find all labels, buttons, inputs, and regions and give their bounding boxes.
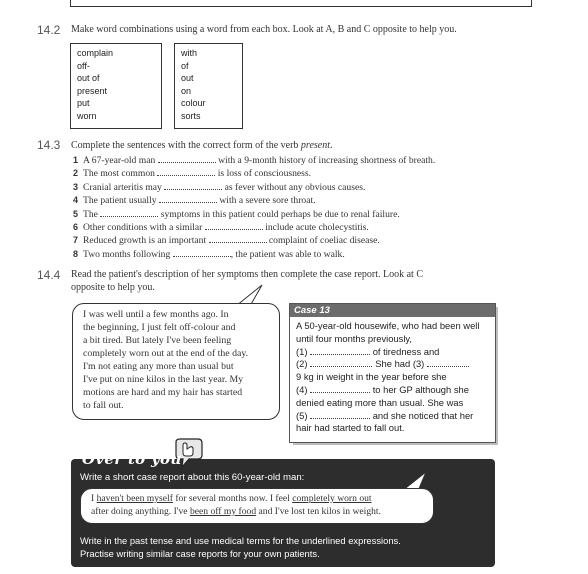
over-to-you-footer <box>80 535 401 560</box>
case-gap-label: (2) <box>296 358 308 370</box>
sentence-after: complaint of coeliac disease. <box>268 235 380 247</box>
quote-text: and I've lost ten kilos in weight. <box>256 506 381 517</box>
sentence <box>73 167 435 180</box>
instruction-line: opposite to help you. <box>71 282 155 293</box>
case-report-card <box>289 303 496 443</box>
sentence-before: Reduced growth is an important <box>83 235 207 247</box>
case-blank[interactable] <box>310 384 370 393</box>
sentence-number: 5 <box>73 208 79 219</box>
case-gap-label: (1) <box>296 345 308 357</box>
man-quote-line <box>91 492 433 505</box>
quote-line: a bit tired. But lately I've been feeling <box>83 335 232 346</box>
exercise-number-14-3: 14.3 <box>37 138 61 152</box>
instruction-line: Read the patient's description of her symptoms then complete the case report. Look at C <box>71 269 423 280</box>
word-item: out of <box>77 73 100 84</box>
man-quote-bubble <box>80 488 434 524</box>
case-line-text: 9 kg in weight in the year before she <box>296 371 447 383</box>
case-line-text: denied eating more than usual. She was <box>296 396 464 408</box>
case-line <box>296 371 495 384</box>
patient-quote <box>73 304 279 412</box>
sentence <box>73 248 435 261</box>
quote-line: I've put on nine kilos in the last year. My <box>83 374 244 385</box>
exercise-14-2-instruction: Make word combinations using a word from each box. Look at A, B and C opposite to help you. <box>71 24 457 35</box>
underlined-expression: completely worn out <box>292 493 372 504</box>
case-report-text <box>290 317 495 435</box>
case-line <box>296 320 495 333</box>
case-line <box>296 346 495 359</box>
over-to-you-title: Over to you <box>82 450 182 468</box>
sentence <box>73 234 435 247</box>
sentence-before: A 67-year-old man <box>83 155 156 166</box>
sentence <box>73 221 435 234</box>
word-list-a <box>71 44 161 123</box>
sentence-after: is loss of consciousness. <box>217 168 312 180</box>
case-blank[interactable] <box>427 358 469 367</box>
case-line <box>296 358 495 371</box>
quote-line: I was well until a few months ago. In <box>83 309 229 320</box>
answer-blank[interactable] <box>205 221 263 230</box>
sentence-before: Two months following <box>83 248 171 260</box>
case-line <box>296 333 495 346</box>
sentence <box>73 154 435 167</box>
sentence-before: The <box>83 208 98 220</box>
instruction-text: Complete the sentences with the correct form of the verb <box>71 140 301 151</box>
answer-blank[interactable] <box>157 167 215 176</box>
case-line-text: to her GP although she <box>372 383 469 395</box>
sentence-before: The most common <box>83 168 155 180</box>
word-item: on <box>181 85 192 96</box>
sentence-number: 4 <box>73 195 79 206</box>
sentence-number: 3 <box>73 181 79 192</box>
exercise-number-14-2: 14.2 <box>37 23 61 37</box>
word-box-b <box>174 43 243 129</box>
underlined-expression: been off my food <box>189 506 257 517</box>
sentence-after: , the patient was able to walk. <box>230 248 345 260</box>
sentence-list <box>73 154 435 261</box>
sentence-number: 1 <box>73 155 79 165</box>
instruction-verb: present <box>300 140 330 151</box>
case-blank[interactable] <box>310 410 370 419</box>
sentence-before: Cranial arteritis may <box>83 181 162 193</box>
quote-line: the beginning, I just felt off-colour and <box>83 322 236 333</box>
case-title: Case 13 <box>294 305 330 316</box>
word-item: out <box>181 73 194 84</box>
sentence-before: The patient usually <box>83 195 157 207</box>
case-line-text: of tiredness and <box>372 345 440 357</box>
sentence-after: symptoms in this patient could perhaps be due to renal failure. <box>160 208 400 220</box>
over-to-you-instruction: Write a short case report about this 60-year-old man: <box>80 472 305 483</box>
word-item: sorts <box>181 110 201 121</box>
word-item: with <box>181 48 198 58</box>
quote-text: for several months now. I feel <box>172 493 293 504</box>
word-item: of <box>181 60 189 71</box>
word-box-a <box>70 43 162 129</box>
footer-line: Write in the past tense and use medical terms for the underlined expressions. <box>80 535 401 546</box>
quote-line: motions are hard and my hair has started <box>83 387 243 398</box>
underlined-expression: haven't been myself <box>96 493 173 504</box>
sentence-after: as fever without any obvious causes. <box>224 181 366 193</box>
case-line-text: A 50-year-old housewife, who had been well <box>296 320 480 331</box>
word-item: complain <box>77 48 114 58</box>
instruction-end: . <box>330 140 333 151</box>
sentence-before: Other conditions with a similar <box>83 222 203 234</box>
answer-blank[interactable] <box>209 234 267 243</box>
answer-blank[interactable] <box>173 248 231 257</box>
patient-speech-bubble <box>72 303 280 420</box>
sentence <box>73 194 435 207</box>
case-gap-label: (5) <box>296 409 308 421</box>
sentence-after: include acute cholecystitis. <box>265 222 369 234</box>
case-line-text: hair had started to fall out. <box>296 422 405 434</box>
case-blank[interactable] <box>310 358 370 367</box>
quote-text: after doing anything. I've <box>91 506 190 517</box>
quote-line: to fall out. <box>83 400 124 411</box>
case-gap-label: (4) <box>296 383 308 395</box>
word-item: off- <box>77 60 90 71</box>
word-item: worn <box>77 110 97 121</box>
answer-blank[interactable] <box>159 194 217 203</box>
case-line-text: . She had (3) <box>370 358 425 370</box>
case-line-text: until four months previously, <box>296 332 413 344</box>
case-line <box>296 410 495 423</box>
sentence <box>73 181 435 194</box>
sentence <box>73 208 435 221</box>
answer-blank[interactable] <box>164 181 222 190</box>
sentence-number: 8 <box>73 248 79 259</box>
answer-blank[interactable] <box>100 208 158 217</box>
case-line-text: and she noticed that her <box>372 409 474 421</box>
case-line <box>296 384 495 397</box>
case-line <box>296 422 495 435</box>
quote-line: completely worn out at the end of the day. <box>83 348 249 359</box>
case-line <box>296 397 495 410</box>
sentence-number: 6 <box>73 222 79 233</box>
word-item: colour <box>181 98 206 109</box>
exercise-number-14-4: 14.4 <box>37 268 61 282</box>
word-item: present <box>77 85 108 96</box>
footer-line: Practise writing similar case reports for your own patients. <box>80 547 320 559</box>
word-item: put <box>77 98 90 109</box>
case-blank[interactable] <box>310 346 370 355</box>
previous-table-fragment <box>70 0 532 7</box>
quote-line: I'm not eating any more than usual but <box>83 361 234 372</box>
case-title-bar <box>290 304 495 317</box>
sentence-number: 7 <box>73 235 79 246</box>
sentence-after: with a 9-month history of increasing shortness of breath. <box>218 155 436 166</box>
quote-text: I <box>91 493 97 504</box>
man-quote-line <box>91 505 433 518</box>
man-quote <box>81 489 433 518</box>
answer-blank[interactable] <box>158 154 216 163</box>
exercise-14-3-instruction <box>71 139 333 152</box>
sentence-after: with a severe sore throat. <box>219 195 316 207</box>
word-list-b <box>175 44 242 123</box>
sentence-number: 2 <box>73 168 79 179</box>
